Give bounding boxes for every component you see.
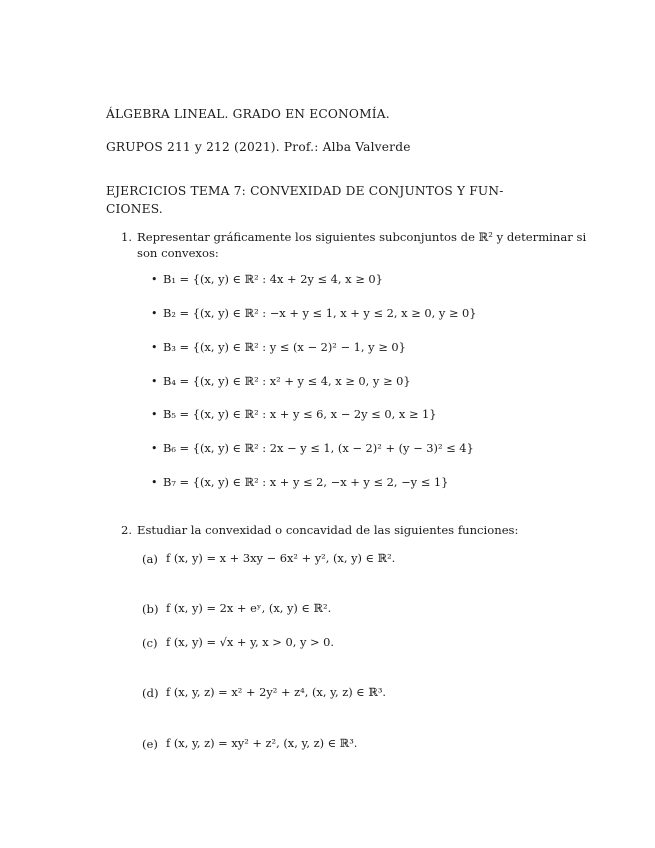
item-d-label: (d)	[142, 686, 159, 700]
bullet-icon: •	[151, 307, 158, 320]
group-line: GRUPOS 211 y 212 (2021). Prof.: Alba Valverde	[106, 140, 411, 154]
item-d-formula: f (x, y, z) = x² + 2y² + z⁴, (x, y, z) ∈ ℝ³.	[166, 685, 387, 699]
section-heading-line2: CIONES.	[106, 202, 163, 216]
item-c-label: (c)	[142, 636, 158, 650]
set-b3: B₃ = {(x, y) ∈ ℝ² : y ≤ (x − 2)² − 1, y ≥ 0}	[163, 340, 406, 354]
exercise-2-number: 2.	[121, 523, 133, 537]
item-b-formula: f (x, y) = 2x + eʸ, (x, y) ∈ ℝ².	[166, 601, 332, 615]
exercise-1-number: 1.	[121, 230, 133, 244]
bullet-icon: •	[151, 375, 158, 388]
exercise-1-text-line2: son convexos:	[137, 246, 219, 260]
item-e-label: (e)	[142, 737, 158, 751]
set-b2: B₂ = {(x, y) ∈ ℝ² : −x + y ≤ 1, x + y ≤ 2, x ≥ 0, y ≥ 0}	[163, 306, 477, 320]
bullet-icon: •	[151, 442, 158, 455]
item-c-formula: f (x, y) = √x + y, x > 0, y > 0.	[166, 635, 335, 649]
document-title: ÁLGEBRA LINEAL. GRADO EN ECONOMÍA.	[106, 107, 390, 121]
item-a-formula: f (x, y) = x + 3xy − 6x² + y², (x, y) ∈ ℝ².	[166, 551, 396, 565]
set-b5: B₅ = {(x, y) ∈ ℝ² : x + y ≤ 6, x − 2y ≤ 0, x ≥ 1}	[163, 407, 437, 421]
bullet-icon: •	[151, 273, 158, 286]
exercise-2-text: Estudiar la convexidad o concavidad de las siguientes funciones:	[137, 523, 519, 537]
set-b1: B₁ = {(x, y) ∈ ℝ² : 4x + 2y ≤ 4, x ≥ 0}	[163, 272, 383, 286]
bullet-icon: •	[151, 408, 158, 421]
item-e-formula: f (x, y, z) = xy² + z², (x, y, z) ∈ ℝ³.	[166, 736, 358, 750]
set-b7: B₇ = {(x, y) ∈ ℝ² : x + y ≤ 2, −x + y ≤ 2, −y ≤ 1}	[163, 475, 449, 489]
item-a-label: (a)	[142, 552, 158, 566]
bullet-icon: •	[151, 476, 158, 489]
bullet-icon: •	[151, 341, 158, 354]
section-heading-line1: EJERCICIOS TEMA 7: CONVEXIDAD DE CONJUNTOS Y FUN-	[106, 184, 504, 198]
set-b6: B₆ = {(x, y) ∈ ℝ² : 2x − y ≤ 1, (x − 2)² + (y − 3)² ≤ 4}	[163, 441, 474, 455]
item-b-label: (b)	[142, 602, 159, 616]
exercise-1-text-line1: Representar gráficamente los siguientes subconjuntos de ℝ² y determinar si	[137, 230, 587, 244]
set-b4: B₄ = {(x, y) ∈ ℝ² : x² + y ≤ 4, x ≥ 0, y ≥ 0}	[163, 374, 411, 388]
